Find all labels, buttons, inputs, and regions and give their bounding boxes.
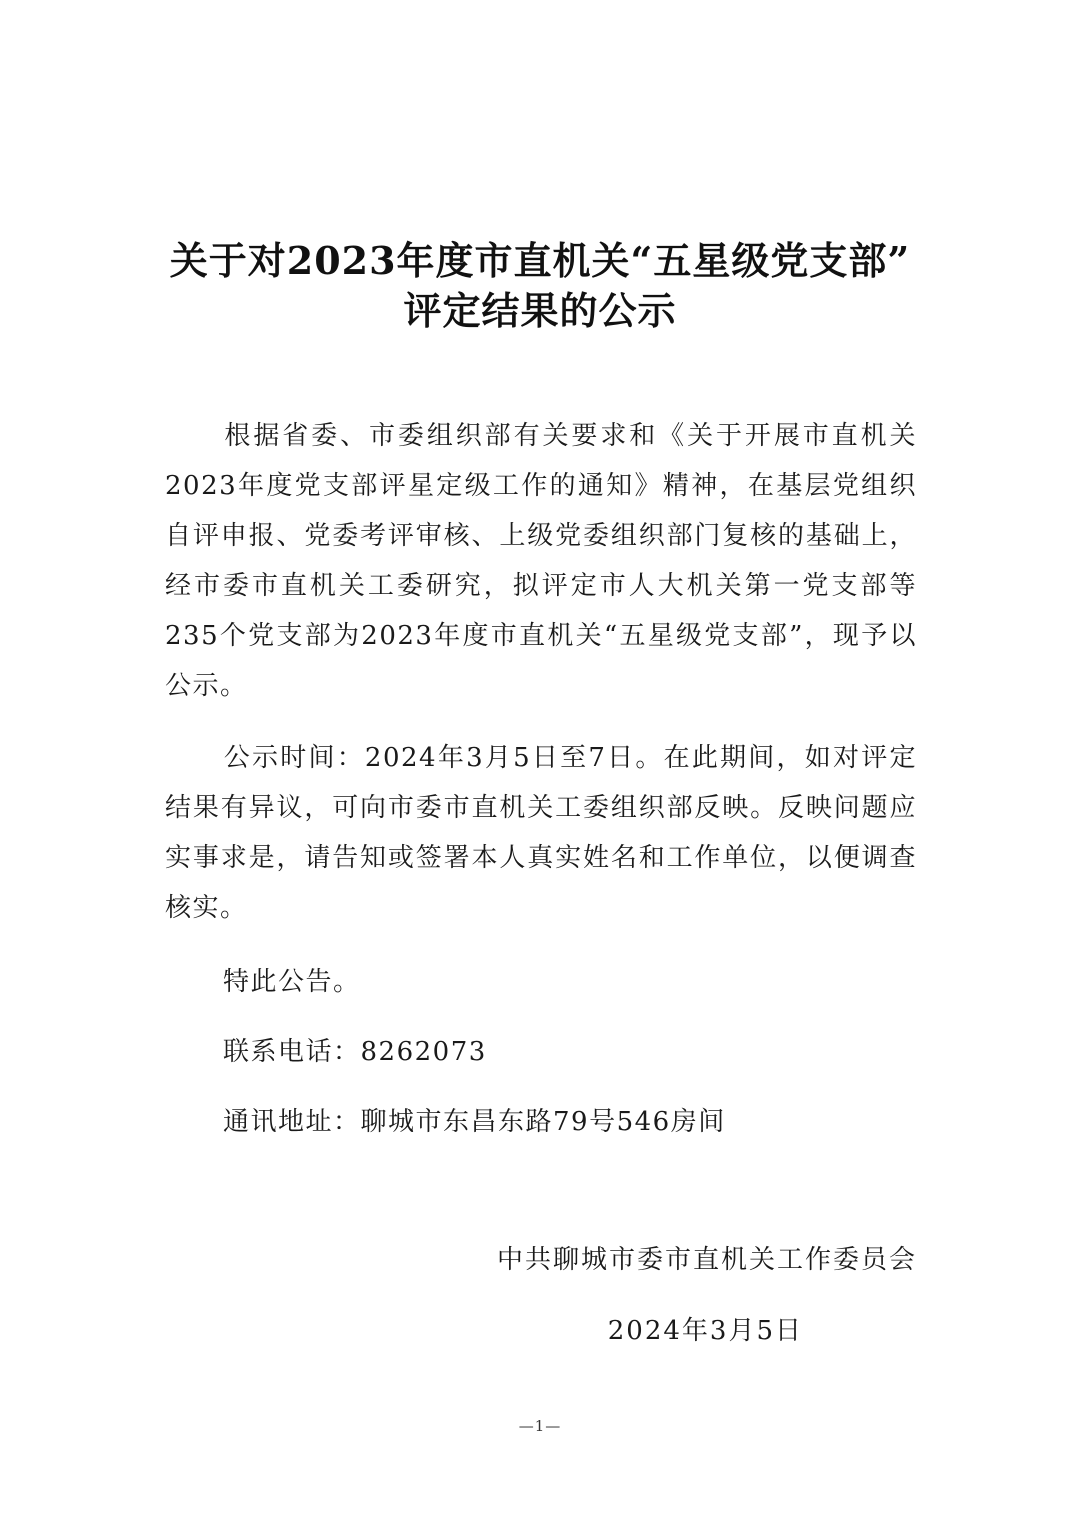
contact-phone-value: 8262073: [360, 1037, 487, 1067]
contact-address: [223, 1102, 726, 1142]
contact-address-label: 通讯地址：: [223, 1107, 361, 1137]
body-paragraph-1-text: 根据省委、市委组织部有关要求和《关于开展市直机关2023年度党支部评星定级工作的通知》精神，在基层党组织自评申报、党委考评审核、上级党委组织部门复核的基础上，经市委市直机关工委研究，拟评定市人大机关第一党支部等235个党支部为2023年度市直机关“五星级党支部”，现予以公示。: [165, 421, 917, 701]
contact-address-value: 聊城市东昌东路79号546房间: [360, 1107, 726, 1137]
body-paragraph-2-text: 公示时间：2024年3月5日至7日。在此期间，如对评定结果有异议，可向市委市直机关工委组织部反映。反映问题应实事求是，请告知或签署本人真实姓名和工作单位，以便调查核实。: [165, 743, 917, 923]
body-paragraph-2: [165, 733, 917, 933]
body-paragraph-1: [165, 411, 917, 711]
contact-phone: [223, 1032, 487, 1072]
document-title-line-1: 关于对2023年度市直机关“五星级党支部”: [169, 238, 911, 283]
signature-organization: 中共聊城市委市直机关工作委员会: [496, 1245, 917, 1275]
signature-date: 2024年3月5日: [607, 1316, 803, 1346]
document-title-line-2: 评定结果的公示: [403, 288, 677, 333]
page-number: —1—: [518, 1417, 562, 1435]
contact-phone-label: 联系电话：: [223, 1037, 361, 1067]
closing-statement: 特此公告。: [223, 967, 361, 997]
